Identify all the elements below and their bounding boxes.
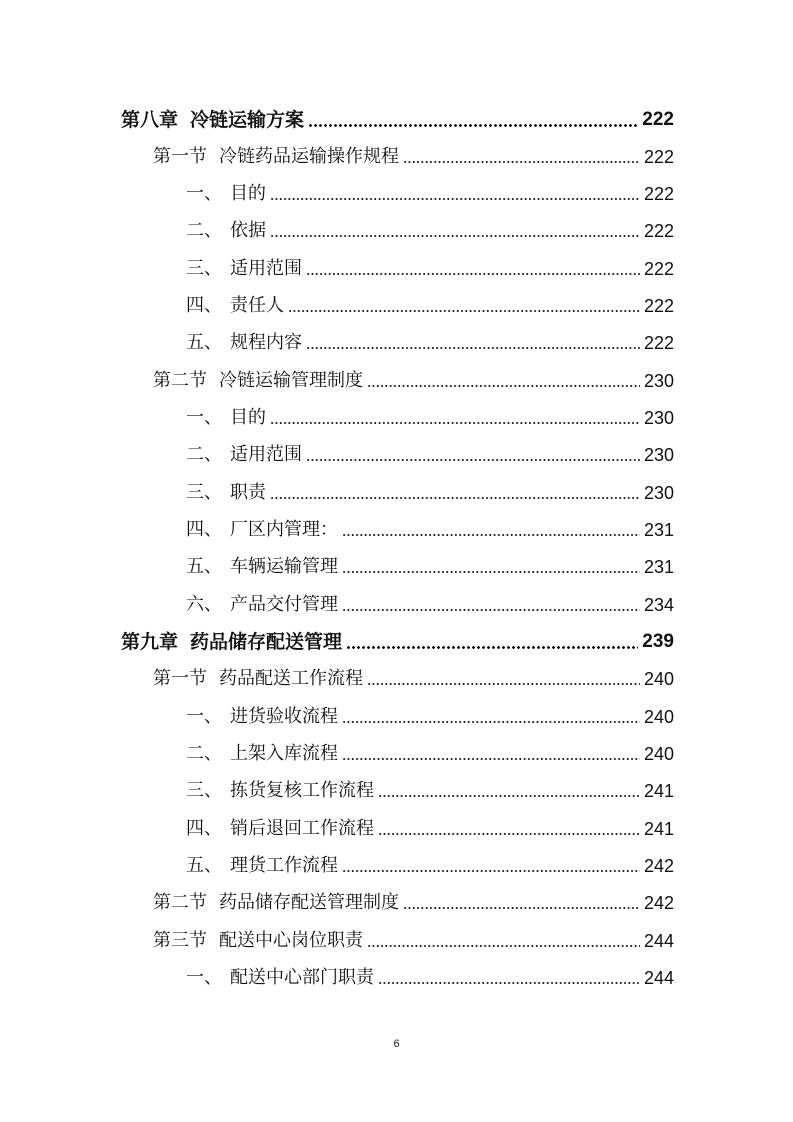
toc-entry-number: 第八章 <box>121 108 179 131</box>
toc-item-entry[interactable] <box>0 773 674 810</box>
dot-leader <box>342 609 640 611</box>
toc-entry-title: 冷链运输方案 <box>190 108 305 131</box>
dot-leader <box>378 982 640 984</box>
toc-item-entry[interactable] <box>0 848 674 885</box>
toc-item-entry[interactable] <box>0 474 674 511</box>
toc-entry-title: 目的 <box>230 407 266 429</box>
toc-chapter-entry[interactable] <box>0 101 674 138</box>
toc-entry-number: 一、 <box>186 705 222 727</box>
toc-entry-title: 适用范围 <box>230 257 302 279</box>
toc-item-entry[interactable] <box>0 698 674 735</box>
toc-entry-title: 理货工作流程 <box>230 855 338 877</box>
toc-entry-title: 依据 <box>230 220 266 242</box>
toc-entry-page-number: 222 <box>643 296 674 317</box>
toc-entry-title: 厂区内管理： <box>230 519 338 541</box>
toc-entry-label <box>186 743 338 765</box>
toc-entry-page-number: 222 <box>643 221 674 242</box>
toc-entry-number: 四、 <box>186 295 222 317</box>
toc-entry-label <box>153 146 399 168</box>
dot-leader <box>270 422 640 424</box>
toc-entry-title: 配送中心岗位职责 <box>219 929 363 951</box>
toc-entry-label <box>153 930 363 952</box>
toc-entry-label <box>186 220 266 242</box>
toc-entry-number: 五、 <box>186 556 222 578</box>
toc-entry-page-number: 241 <box>643 781 674 802</box>
toc-entry-page-number: 222 <box>643 146 674 167</box>
toc-entry-page-number: 240 <box>643 744 674 765</box>
page-number: 6 <box>393 1038 400 1050</box>
toc-entry-label <box>186 183 266 205</box>
toc-entry-label <box>186 818 374 840</box>
toc-entry-label <box>186 556 338 578</box>
toc-entry-number: 一、 <box>186 407 222 429</box>
toc-entry-title: 产品交付管理 <box>230 593 338 615</box>
toc-chapter-entry[interactable] <box>0 624 674 661</box>
toc-entry-label <box>121 631 342 653</box>
toc-entry-number: 三、 <box>186 481 222 503</box>
toc-entry-number: 二、 <box>186 743 222 765</box>
dot-leader <box>342 534 640 536</box>
toc-entry-title: 目的 <box>230 183 266 205</box>
toc-entry-title: 适用范围 <box>230 444 302 466</box>
toc-item-entry[interactable] <box>0 586 674 623</box>
toc-entry-title: 车辆运输管理 <box>230 556 338 578</box>
toc-entry-label <box>186 706 338 728</box>
toc-entry-page-number: 222 <box>642 108 674 130</box>
toc-item-entry[interactable] <box>0 512 674 549</box>
toc-entry-number: 二、 <box>186 220 222 242</box>
toc-entry-label <box>186 855 338 877</box>
toc-entry-number: 五、 <box>186 332 222 354</box>
dot-leader <box>378 795 640 797</box>
toc-entry-page-number: 231 <box>643 520 674 541</box>
toc-entry-number: 第一节 <box>153 668 207 690</box>
toc-entry-number: 四、 <box>186 817 222 839</box>
toc-section-entry[interactable] <box>0 885 674 922</box>
toc-entry-page-number: 244 <box>643 930 674 951</box>
toc-entry-number: 一、 <box>186 967 222 989</box>
toc-entry-page-number: 231 <box>643 557 674 578</box>
dot-leader <box>342 571 640 573</box>
toc-entry-title: 职责 <box>230 481 266 503</box>
toc-entry-page-number: 222 <box>643 333 674 354</box>
toc-entry-label <box>153 892 399 914</box>
dot-leader <box>403 161 640 163</box>
toc-entry-number: 四、 <box>186 519 222 541</box>
toc-entry-number: 第一节 <box>153 145 207 167</box>
dot-leader <box>367 945 640 947</box>
toc-item-entry[interactable] <box>0 400 674 437</box>
toc-entry-title: 上架入库流程 <box>230 743 338 765</box>
toc-item-entry[interactable] <box>0 437 674 474</box>
toc-entry-page-number: 230 <box>643 482 674 503</box>
toc-entry-title: 冷链药品运输操作规程 <box>219 145 399 167</box>
toc-entry-page-number: 240 <box>643 669 674 690</box>
dot-leader <box>367 385 640 387</box>
toc-entry-title: 规程内容 <box>230 332 302 354</box>
dot-leader <box>342 870 640 872</box>
toc-entry-title: 药品储存配送管理 <box>190 631 343 654</box>
toc-entry-label <box>121 109 304 131</box>
toc-entry-page-number: 240 <box>643 706 674 727</box>
toc-entry-number: 六、 <box>186 593 222 615</box>
dot-leader <box>306 273 640 275</box>
dot-leader <box>308 124 638 127</box>
dot-leader <box>270 198 640 200</box>
toc-entry-number: 二、 <box>186 444 222 466</box>
toc-entry-number: 三、 <box>186 257 222 279</box>
toc-entry-label <box>153 370 363 392</box>
toc-entry-label <box>186 444 302 466</box>
toc-entry-page-number: 241 <box>643 818 674 839</box>
toc-entry-number: 五、 <box>186 855 222 877</box>
dot-leader <box>342 721 640 723</box>
toc-section-entry[interactable] <box>0 362 674 399</box>
toc-entry-page-number: 222 <box>643 184 674 205</box>
dot-leader <box>270 497 640 499</box>
toc-section-entry[interactable] <box>0 138 674 175</box>
dot-leader <box>270 235 640 237</box>
dot-leader <box>288 310 640 312</box>
toc-entry-number: 三、 <box>186 780 222 802</box>
toc-section-entry[interactable] <box>0 661 674 698</box>
toc-entry-label <box>186 780 374 802</box>
dot-leader <box>378 833 640 835</box>
dot-leader <box>367 683 640 685</box>
toc-entry-page-number: 244 <box>643 968 674 989</box>
toc-entry-page-number: 242 <box>643 893 674 914</box>
toc-entry-title: 药品储存配送管理制度 <box>219 892 399 914</box>
toc-item-entry[interactable] <box>0 250 674 287</box>
toc-entry-page-number: 222 <box>643 258 674 279</box>
toc-entry-number: 第二节 <box>153 892 207 914</box>
toc-entry-page-number: 239 <box>642 631 674 653</box>
dot-leader <box>342 758 640 760</box>
toc-entry-page-number: 230 <box>643 408 674 429</box>
toc-entry-title: 药品配送工作流程 <box>219 668 363 690</box>
toc-entry-page-number: 230 <box>643 445 674 466</box>
toc-entry-label <box>186 594 338 616</box>
dot-leader <box>403 907 640 909</box>
toc-entry-title: 拣货复核工作流程 <box>230 780 374 802</box>
toc-entry-page-number: 230 <box>643 370 674 391</box>
toc-entry-title: 配送中心部门职责 <box>230 967 374 989</box>
toc-entry-title: 冷链运输管理制度 <box>219 369 363 391</box>
toc-entry-label <box>186 519 338 541</box>
toc-entry-number: 第二节 <box>153 369 207 391</box>
toc-entry-label <box>186 407 266 429</box>
toc-entry-label <box>186 482 266 504</box>
toc-item-entry[interactable] <box>0 810 674 847</box>
toc-entry-label <box>186 295 284 317</box>
toc-entry-number: 第九章 <box>121 631 179 654</box>
toc-item-entry[interactable] <box>0 549 674 586</box>
toc-item-entry[interactable] <box>0 325 674 362</box>
toc-item-entry[interactable] <box>0 288 674 325</box>
toc-entry-title: 责任人 <box>230 295 284 317</box>
toc-item-entry[interactable] <box>0 960 674 997</box>
toc-item-entry[interactable] <box>0 176 674 213</box>
toc-entry-label <box>186 332 302 354</box>
toc-entry-label <box>153 668 363 690</box>
dot-leader <box>306 459 640 461</box>
toc-entry-page-number: 234 <box>643 594 674 615</box>
toc-section-entry[interactable] <box>0 922 674 959</box>
toc-entry-label <box>186 967 374 989</box>
dot-leader <box>306 347 640 349</box>
toc-entry-number: 一、 <box>186 183 222 205</box>
toc-entry-title: 进货验收流程 <box>230 705 338 727</box>
toc-item-entry[interactable] <box>0 736 674 773</box>
toc-item-entry[interactable] <box>0 213 674 250</box>
toc-entry-label <box>186 258 302 280</box>
toc-entry-page-number: 242 <box>643 856 674 877</box>
toc-entry-title: 销后退回工作流程 <box>230 817 374 839</box>
dot-leader <box>346 646 638 649</box>
toc-entry-number: 第三节 <box>153 929 207 951</box>
